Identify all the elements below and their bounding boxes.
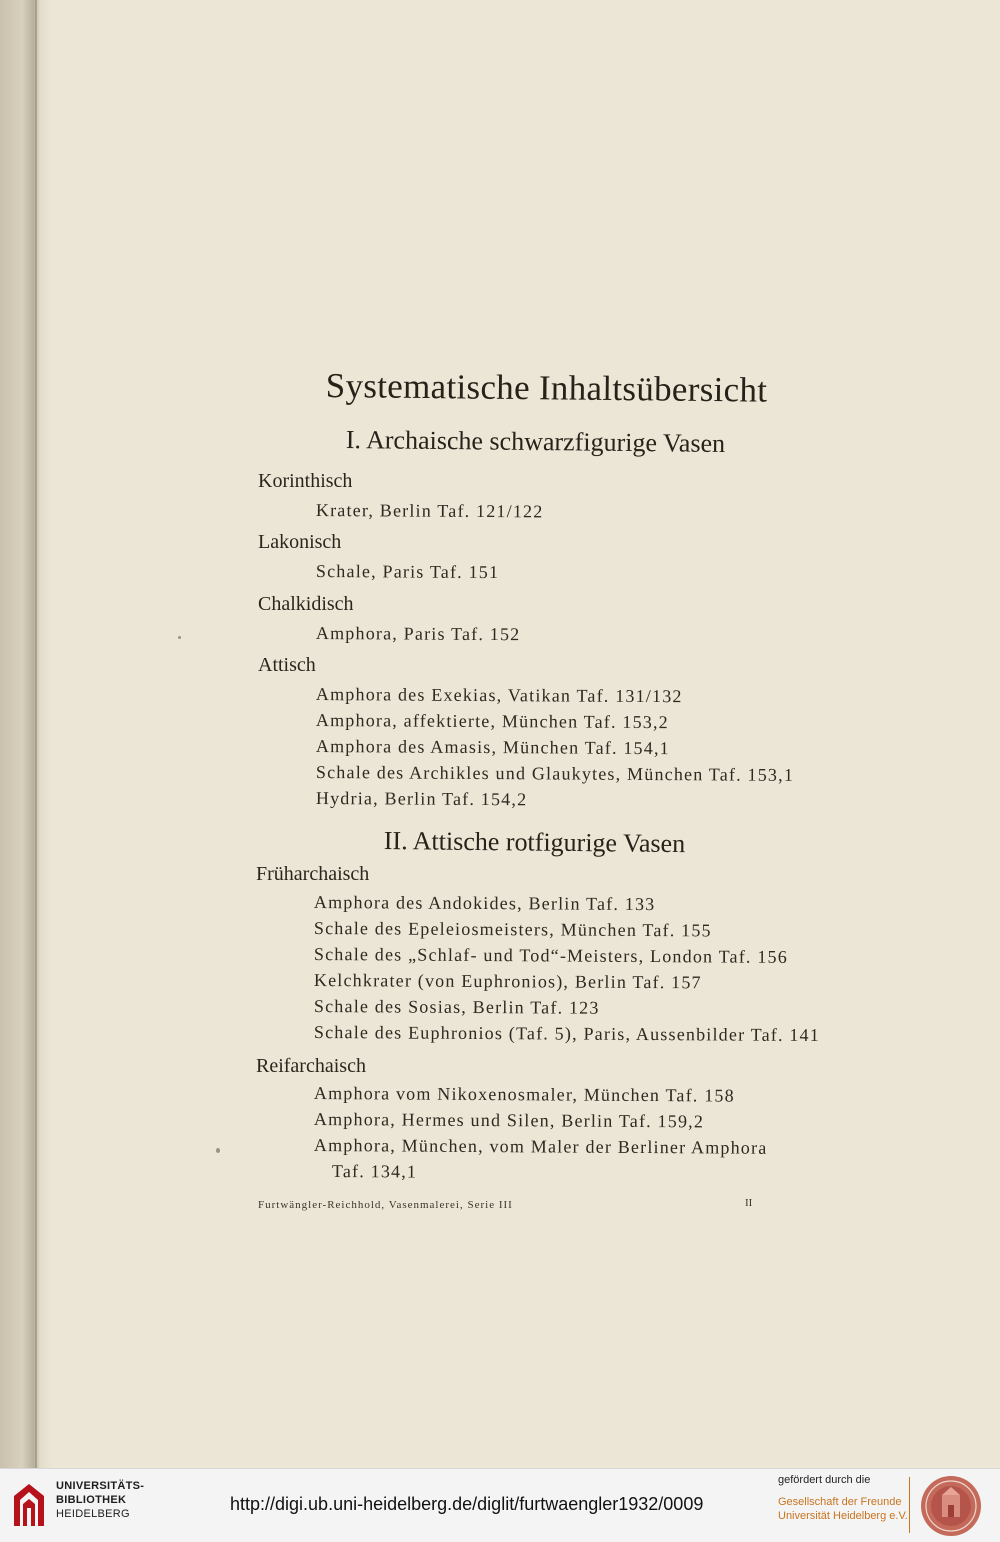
toc-entry: Amphora vom Nikoxenosmaler, München Taf. 158	[313, 1083, 735, 1106]
permalink-url[interactable]: http://digi.ub.uni-heidelberg.de/diglit/furtwaengler1932/0009	[230, 1494, 704, 1514]
spine-fold-line	[35, 0, 37, 1468]
library-name-line: UNIVERSITÄTS-	[56, 1480, 145, 1492]
group-heading: Früharchaisch	[256, 863, 370, 885]
page-footer-source: Furtwängler-Reichhold, Vasenmalerei, Serie III	[258, 1199, 513, 1211]
library-name-line: BIBLIOTHEK	[56, 1494, 127, 1506]
sponsor-name-line[interactable]: Gesellschaft der Freunde	[778, 1496, 902, 1508]
toc-entry: Amphora des Exekias, Vatikan Taf. 131/132	[315, 684, 683, 707]
toc-entry: Kelchkrater (von Euphronios), Berlin Taf. 157	[313, 970, 702, 993]
paper-speck	[216, 1148, 220, 1153]
university-library-logo-icon[interactable]	[10, 1482, 48, 1530]
toc-entry: Taf. 134,1	[331, 1161, 418, 1182]
toc-entry: Amphora des Andokides, Berlin Taf. 133	[313, 892, 656, 915]
university-seal-icon[interactable]	[920, 1475, 982, 1537]
group-heading: Korinthisch	[258, 470, 353, 492]
toc-entry: Schale, Paris Taf. 151	[315, 561, 500, 583]
group-heading: Reifarchaisch	[256, 1055, 366, 1077]
group-heading: Lakonisch	[258, 531, 342, 553]
toc-entry: Schale des Epeleiosmeisters, München Taf. 155	[313, 918, 712, 941]
toc-entry: Schale des Sosias, Berlin Taf. 123	[313, 996, 600, 1018]
toc-entry: Schale des Archikles und Glaukytes, München Taf. 153,1	[315, 762, 795, 785]
page-number: II	[745, 1197, 753, 1209]
group-heading: Attisch	[258, 654, 316, 676]
paper-speck	[178, 636, 181, 639]
toc-entry: Krater, Berlin Taf. 121/122	[315, 500, 544, 522]
library-name-line: HEIDELBERG	[56, 1508, 130, 1520]
sponsor-divider	[909, 1477, 910, 1533]
section-heading-2: II. Attische rotfigurige Vasen	[383, 826, 686, 859]
sponsor-name-line[interactable]: Universität Heidelberg e.V.	[778, 1510, 908, 1522]
toc-entry: Amphora, affektierte, München Taf. 153,2	[315, 710, 669, 733]
toc-entry: Schale des Euphronios (Taf. 5), Paris, Aussenbilder Taf. 141	[313, 1022, 821, 1046]
group-heading: Chalkidisch	[258, 593, 354, 615]
page-title: Systematische Inhaltsübersicht	[325, 366, 768, 410]
viewer-bottom-bar	[0, 1468, 1000, 1542]
toc-entry: Amphora des Amasis, München Taf. 154,1	[315, 736, 670, 759]
toc-entry: Schale des „Schlaf- und Tod“-Meisters, London Taf. 156	[313, 944, 789, 967]
toc-entry: Amphora, München, vom Maler der Berliner Amphora	[313, 1135, 768, 1158]
book-spine-shadow	[0, 0, 52, 1468]
section-heading-1: I. Archaische schwarzfigurige Vasen	[345, 425, 726, 458]
sponsor-label: gefördert durch die	[778, 1474, 871, 1486]
toc-entry: Hydria, Berlin Taf. 154,2	[315, 788, 528, 810]
toc-entry: Amphora, Hermes und Silen, Berlin Taf. 159,2	[313, 1109, 705, 1132]
toc-entry: Amphora, Paris Taf. 152	[315, 623, 521, 645]
